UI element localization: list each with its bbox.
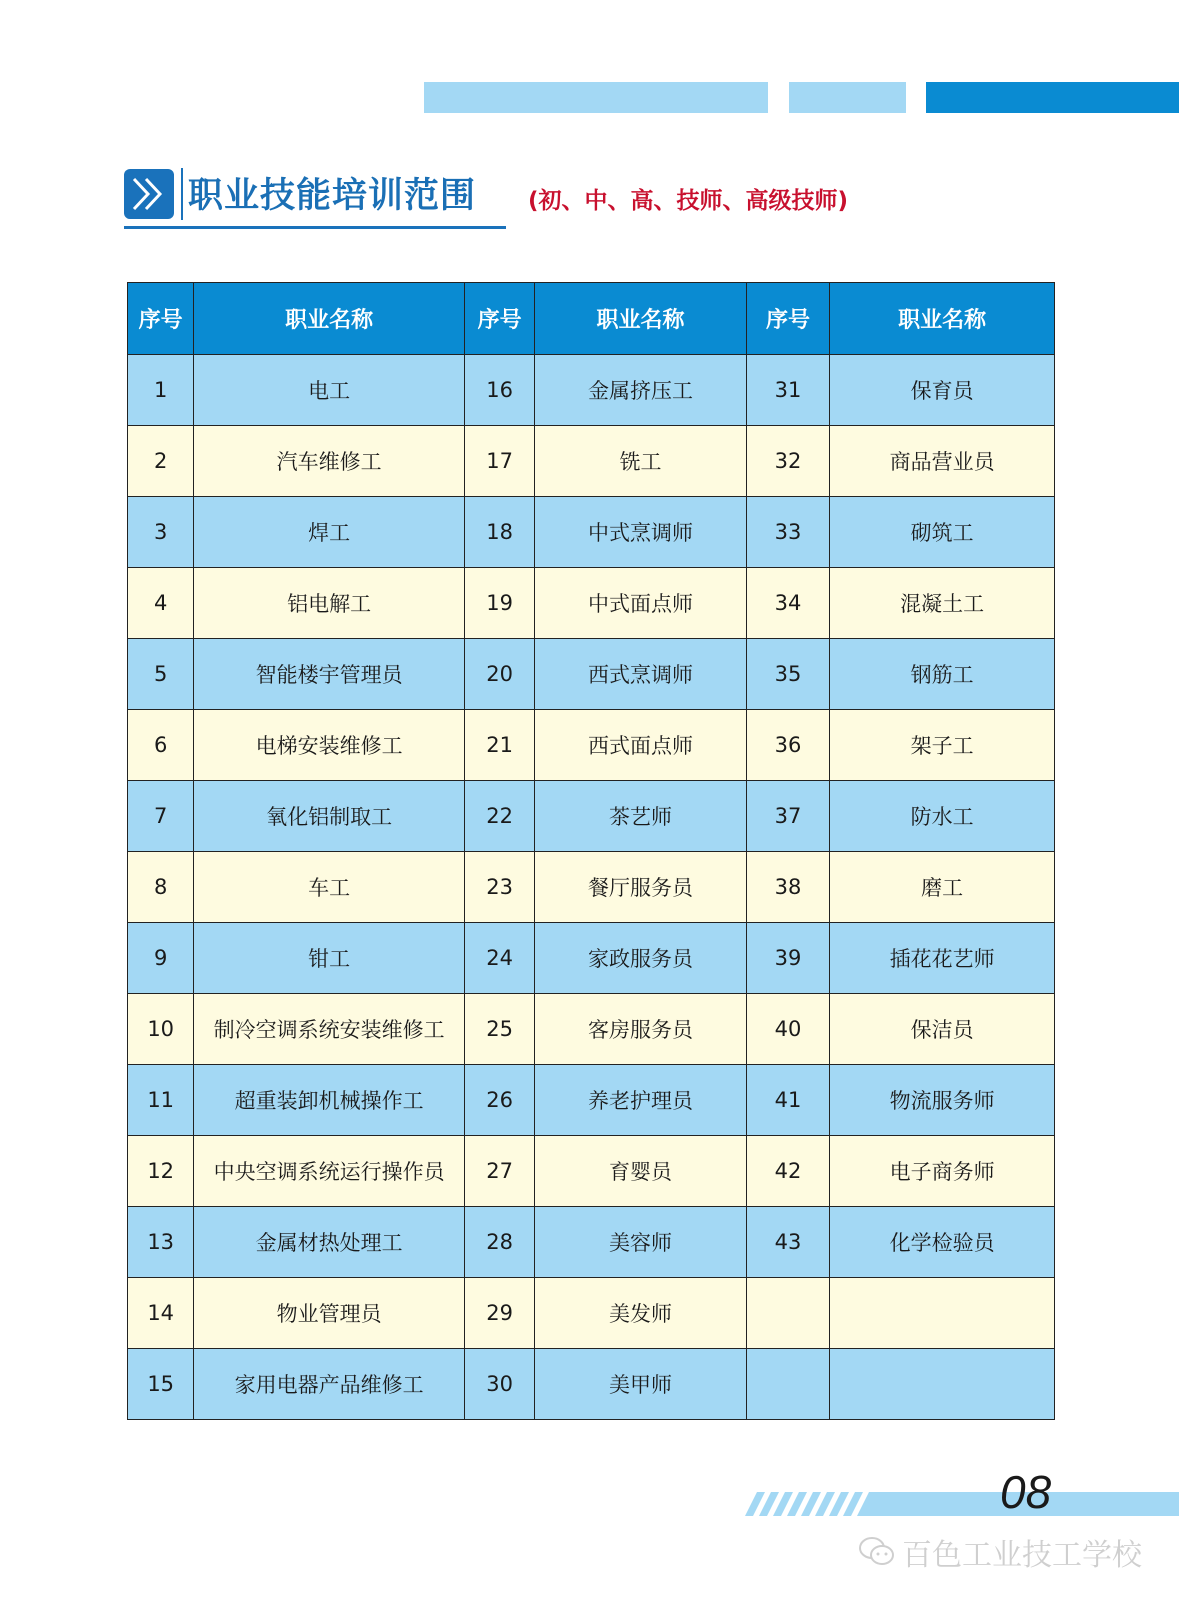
seq-cell: 17 (464, 426, 534, 497)
header-name: 职业名称 (194, 283, 465, 355)
seq-cell: 21 (464, 710, 534, 781)
occupation-cell: 架子工 (830, 710, 1055, 781)
occupation-cell: 中式面点师 (535, 568, 746, 639)
seq-cell: 35 (746, 639, 830, 710)
seq-cell: 15 (128, 1349, 194, 1420)
title-subtitle: (初、中、高、技师、高级技师) (528, 188, 849, 214)
occupation-cell: 砌筑工 (830, 497, 1055, 568)
occupation-cell: 中式烹调师 (535, 497, 746, 568)
seq-cell: 10 (128, 994, 194, 1065)
seq-cell: 24 (464, 923, 534, 994)
seq-cell: 37 (746, 781, 830, 852)
occupation-cell: 混凝土工 (830, 568, 1055, 639)
table-row (128, 923, 1055, 994)
occupation-cell: 插花花艺师 (830, 923, 1055, 994)
occupation-cell: 商品营业员 (830, 426, 1055, 497)
occupation-cell: 保育员 (830, 355, 1055, 426)
occupation-cell: 西式烹调师 (535, 639, 746, 710)
seq-cell: 33 (746, 497, 830, 568)
table-row (128, 497, 1055, 568)
occupation-cell: 金属材热处理工 (194, 1207, 465, 1278)
occupation-cell: 茶艺师 (535, 781, 746, 852)
seq-cell: 22 (464, 781, 534, 852)
occupation-cell (830, 1349, 1055, 1420)
seq-cell: 30 (464, 1349, 534, 1420)
occupation-cell: 餐厅服务员 (535, 852, 746, 923)
seq-cell: 41 (746, 1065, 830, 1136)
table-row (128, 1207, 1055, 1278)
seq-cell: 9 (128, 923, 194, 994)
seq-cell: 23 (464, 852, 534, 923)
occupation-cell: 焊工 (194, 497, 465, 568)
occupation-cell: 电子商务师 (830, 1136, 1055, 1207)
title-underline (124, 226, 506, 229)
table-row (128, 639, 1055, 710)
header-name: 职业名称 (535, 283, 746, 355)
occupation-table (127, 282, 1055, 1420)
seq-cell: 19 (464, 568, 534, 639)
occupation-cell: 物业管理员 (194, 1278, 465, 1349)
seq-cell: 28 (464, 1207, 534, 1278)
table-row (128, 1136, 1055, 1207)
occupation-cell: 超重装卸机械操作工 (194, 1065, 465, 1136)
seq-cell: 36 (746, 710, 830, 781)
table-row (128, 852, 1055, 923)
seq-cell: 5 (128, 639, 194, 710)
watermark (858, 1530, 1142, 1574)
occupation-cell: 钳工 (194, 923, 465, 994)
seq-cell: 2 (128, 426, 194, 497)
seq-cell: 6 (128, 710, 194, 781)
occupation-cell: 保洁员 (830, 994, 1055, 1065)
seq-cell (746, 1278, 830, 1349)
seq-cell: 14 (128, 1278, 194, 1349)
seq-cell: 7 (128, 781, 194, 852)
occupation-cell: 制冷空调系统安装维修工 (194, 994, 465, 1065)
table-row (128, 1349, 1055, 1420)
occupation-cell: 金属挤压工 (535, 355, 746, 426)
header-seq: 序号 (464, 283, 534, 355)
seq-cell: 8 (128, 852, 194, 923)
occupation-cell (830, 1278, 1055, 1349)
seq-cell: 40 (746, 994, 830, 1065)
table-row (128, 355, 1055, 426)
seq-cell: 1 (128, 355, 194, 426)
table-row (128, 781, 1055, 852)
header-name: 职业名称 (830, 283, 1055, 355)
seq-cell: 18 (464, 497, 534, 568)
seq-cell: 20 (464, 639, 534, 710)
occupation-cell: 车工 (194, 852, 465, 923)
seq-cell: 13 (128, 1207, 194, 1278)
table-row (128, 426, 1055, 497)
occupation-cell: 家用电器产品维修工 (194, 1349, 465, 1420)
occupation-cell: 氧化铝制取工 (194, 781, 465, 852)
seq-cell: 25 (464, 994, 534, 1065)
occupation-cell: 西式面点师 (535, 710, 746, 781)
occupation-cell: 物流服务师 (830, 1065, 1055, 1136)
seq-cell: 31 (746, 355, 830, 426)
seq-cell: 34 (746, 568, 830, 639)
table-row (128, 710, 1055, 781)
header-seq: 序号 (746, 283, 830, 355)
watermark-text: 百色工业技工学校 (902, 1538, 1142, 1573)
seq-cell: 39 (746, 923, 830, 994)
seq-cell: 27 (464, 1136, 534, 1207)
occupation-cell: 美发师 (535, 1278, 746, 1349)
table-header-row (128, 283, 1055, 355)
seq-cell: 12 (128, 1136, 194, 1207)
occupation-cell: 汽车维修工 (194, 426, 465, 497)
occupation-cell: 磨工 (830, 852, 1055, 923)
occupation-cell: 美甲师 (535, 1349, 746, 1420)
seq-cell: 4 (128, 568, 194, 639)
seq-cell (746, 1349, 830, 1420)
seq-cell: 32 (746, 426, 830, 497)
wechat-icon (858, 1536, 896, 1568)
occupation-cell: 中央空调系统运行操作员 (194, 1136, 465, 1207)
occupation-cell: 美容师 (535, 1207, 746, 1278)
double-chevron-right-icon (124, 169, 174, 219)
occupation-cell: 电梯安装维修工 (194, 710, 465, 781)
occupation-cell: 钢筋工 (830, 639, 1055, 710)
seq-cell: 42 (746, 1136, 830, 1207)
occupation-cell: 智能楼宇管理员 (194, 639, 465, 710)
occupation-cell: 防水工 (830, 781, 1055, 852)
table-row (128, 568, 1055, 639)
top-decor-bar-2 (789, 82, 906, 113)
table-row (128, 1278, 1055, 1349)
seq-cell: 11 (128, 1065, 194, 1136)
seq-cell: 38 (746, 852, 830, 923)
occupation-cell: 化学检验员 (830, 1207, 1055, 1278)
occupation-cell: 育婴员 (535, 1136, 746, 1207)
top-decor-bar-1 (424, 82, 768, 113)
page-title: 职业技能培训范围 (188, 176, 477, 216)
table-row (128, 1065, 1055, 1136)
occupation-cell: 铝电解工 (194, 568, 465, 639)
table-row (128, 994, 1055, 1065)
occupation-cell: 家政服务员 (535, 923, 746, 994)
seq-cell: 29 (464, 1278, 534, 1349)
occupation-cell: 客房服务员 (535, 994, 746, 1065)
occupation-cell: 铣工 (535, 426, 746, 497)
top-decor-bar-3 (926, 82, 1179, 113)
page-number: 08 (1000, 1466, 1052, 1518)
footer-stripes-decor (745, 1492, 885, 1516)
seq-cell: 3 (128, 497, 194, 568)
title-divider (181, 168, 183, 220)
seq-cell: 16 (464, 355, 534, 426)
seq-cell: 43 (746, 1207, 830, 1278)
occupation-cell: 电工 (194, 355, 465, 426)
seq-cell: 26 (464, 1065, 534, 1136)
occupation-cell: 养老护理员 (535, 1065, 746, 1136)
header-seq: 序号 (128, 283, 194, 355)
